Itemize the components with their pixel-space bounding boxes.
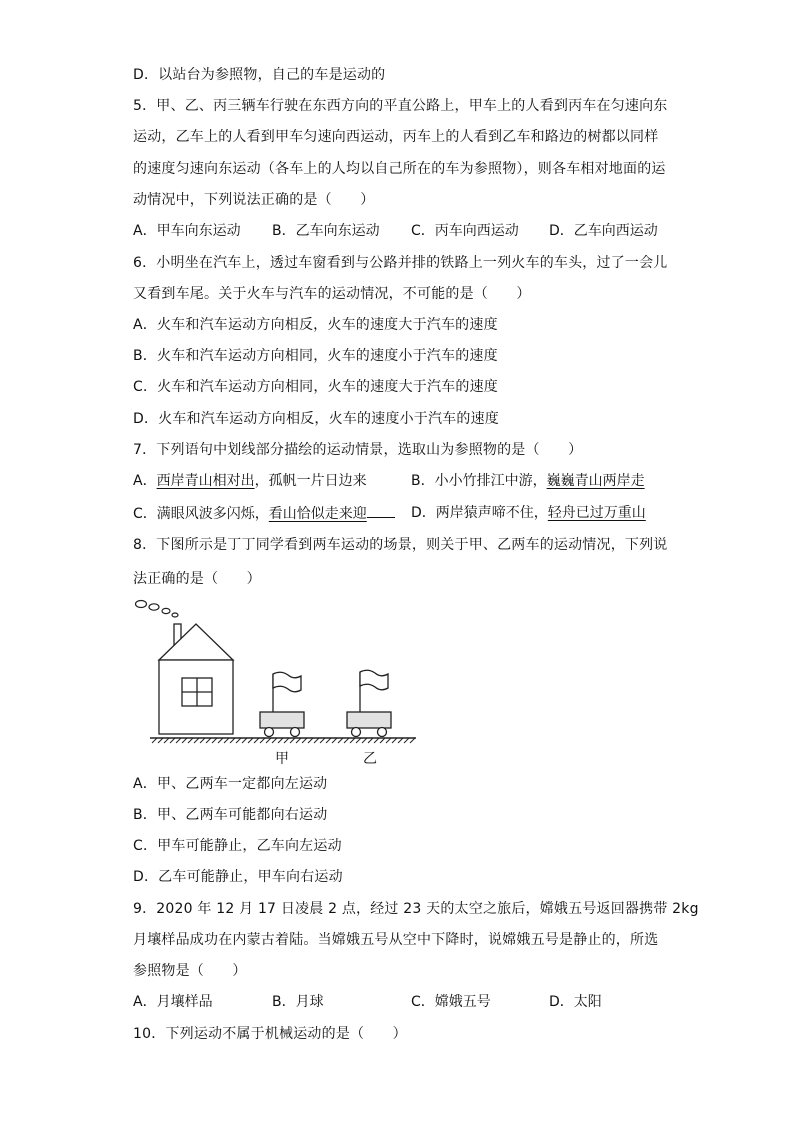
q7-option-b [411,471,645,491]
q9-option-a: A．月壤样品 [133,994,213,1010]
q6-option-a: A．火车和汽车运动方向相反，火车的速度大于汽车的速度 [133,317,498,333]
q9-option-b: B．月球 [272,994,324,1010]
q9-stem-line-1: 9．2020 年 12 月 17 日凌晨 2 点，经过 23 天的太空之旅后，嫦娥五号返回器携带 2kg [133,901,699,917]
q5-stem-line-4: 动情况中，下列说法正确的是（ ） [133,192,375,208]
q8-figure [130,596,430,772]
q5-stem-line-3: 的速度匀速向东运动（各车上的人均以自己所在的车为参照物），则各车相对地面的运 [133,161,666,177]
label-yi: 乙 [363,751,377,767]
q8-stem-line-2: 法正确的是（ ） [133,571,261,587]
house-icon [159,624,233,734]
q7-option-c-prefix: C．满眼风波多闪烁， [133,506,269,522]
q8-stem-line-1: 8．下图所示是丁丁同学看到两车运动的场景，则关于甲、乙两车的运动情况，下列说 [133,537,668,553]
q7-option-a-prefix: A． [133,473,157,489]
q6-stem-line-1: 6．小明坐在汽车上，透过车窗看到与公路并排的铁路上一列火车的车头，过了一会儿 [133,255,668,271]
q7-option-c [133,503,395,524]
smoke-icon [136,601,179,618]
q5-option-d: D．乙车向西运动 [549,223,658,239]
q7-stem: 7．下列语句中划线部分描绘的运动情景，选取山为参照物的是（ ） [133,442,583,458]
car-yi [347,670,391,736]
q8-option-b: B．甲、乙两车可能都向右运动 [133,807,328,823]
q6-stem-line-2: 又看到车尾。关于火车与汽车的运动情况，不可能的是（ ） [133,286,531,302]
q9-option-d: D．太阳 [549,994,602,1010]
q7-option-d-underlined: 轻舟已过万重山 [547,505,646,521]
ground [150,738,416,743]
q5-option-b: B．乙车向东运动 [272,223,380,239]
q9-option-c: C．嫦娥五号 [411,994,491,1010]
q7-option-a-underlined: 西岸青山相对出 [156,473,255,489]
q9-stem-line-2: 月壤样品成功在内蒙古着陆。当嫦娥五号从空中下降时，说嫦娥五号是静止的，所选 [133,932,659,948]
q7-option-b-prefix: B．小小竹排江中游， [411,473,547,489]
q8-option-a: A．甲、乙两车一定都向左运动 [133,776,328,792]
q7-option-b-underlined: 巍巍青山两岸走 [546,473,645,489]
q7-option-c-blank [367,503,395,518]
car-jia [260,672,304,736]
q5-stem-line-2: 运动，乙车上的人看到甲车匀速向西运动，丙车上的人看到乙车和路边的树都以同样 [133,129,659,145]
q5-stem-line-1: 5．甲、乙、丙三辆车行驶在东西方向的平直公路上，甲车上的人看到丙车在匀速向东 [133,98,668,114]
q8-option-c: C．甲车可能静止，乙车向左运动 [133,838,342,854]
label-jia: 甲 [275,751,289,767]
q7-option-a [133,471,367,491]
q6-option-d: D．火车和汽车运动方向相反，火车的速度小于汽车的速度 [133,411,499,427]
q7-option-d [411,503,646,523]
q7-option-a-rest: ，孤帆一片日边来 [254,473,367,489]
q6-option-b: B．火车和汽车运动方向相同，火车的速度小于汽车的速度 [133,348,498,364]
q5-option-a: A．甲车向东运动 [133,223,241,239]
q5-option-c: C．丙车向西运动 [411,223,519,239]
q7-option-d-prefix: D．两岸猿声啼不住， [411,505,548,521]
q4-option-d: D．以站台为参照物，自己的车是运动的 [133,67,386,83]
q10-stem: 10．下列运动不属于机械运动的是（ ） [133,1026,407,1042]
q7-option-c-underlined: 看山恰似走来迎 [268,506,367,522]
q9-stem-line-3: 参照物是（ ） [133,963,247,979]
q8-option-d: D．乙车可能静止，甲车向右运动 [133,869,343,885]
q6-option-c: C．火车和汽车运动方向相同，火车的速度大于汽车的速度 [133,379,498,395]
